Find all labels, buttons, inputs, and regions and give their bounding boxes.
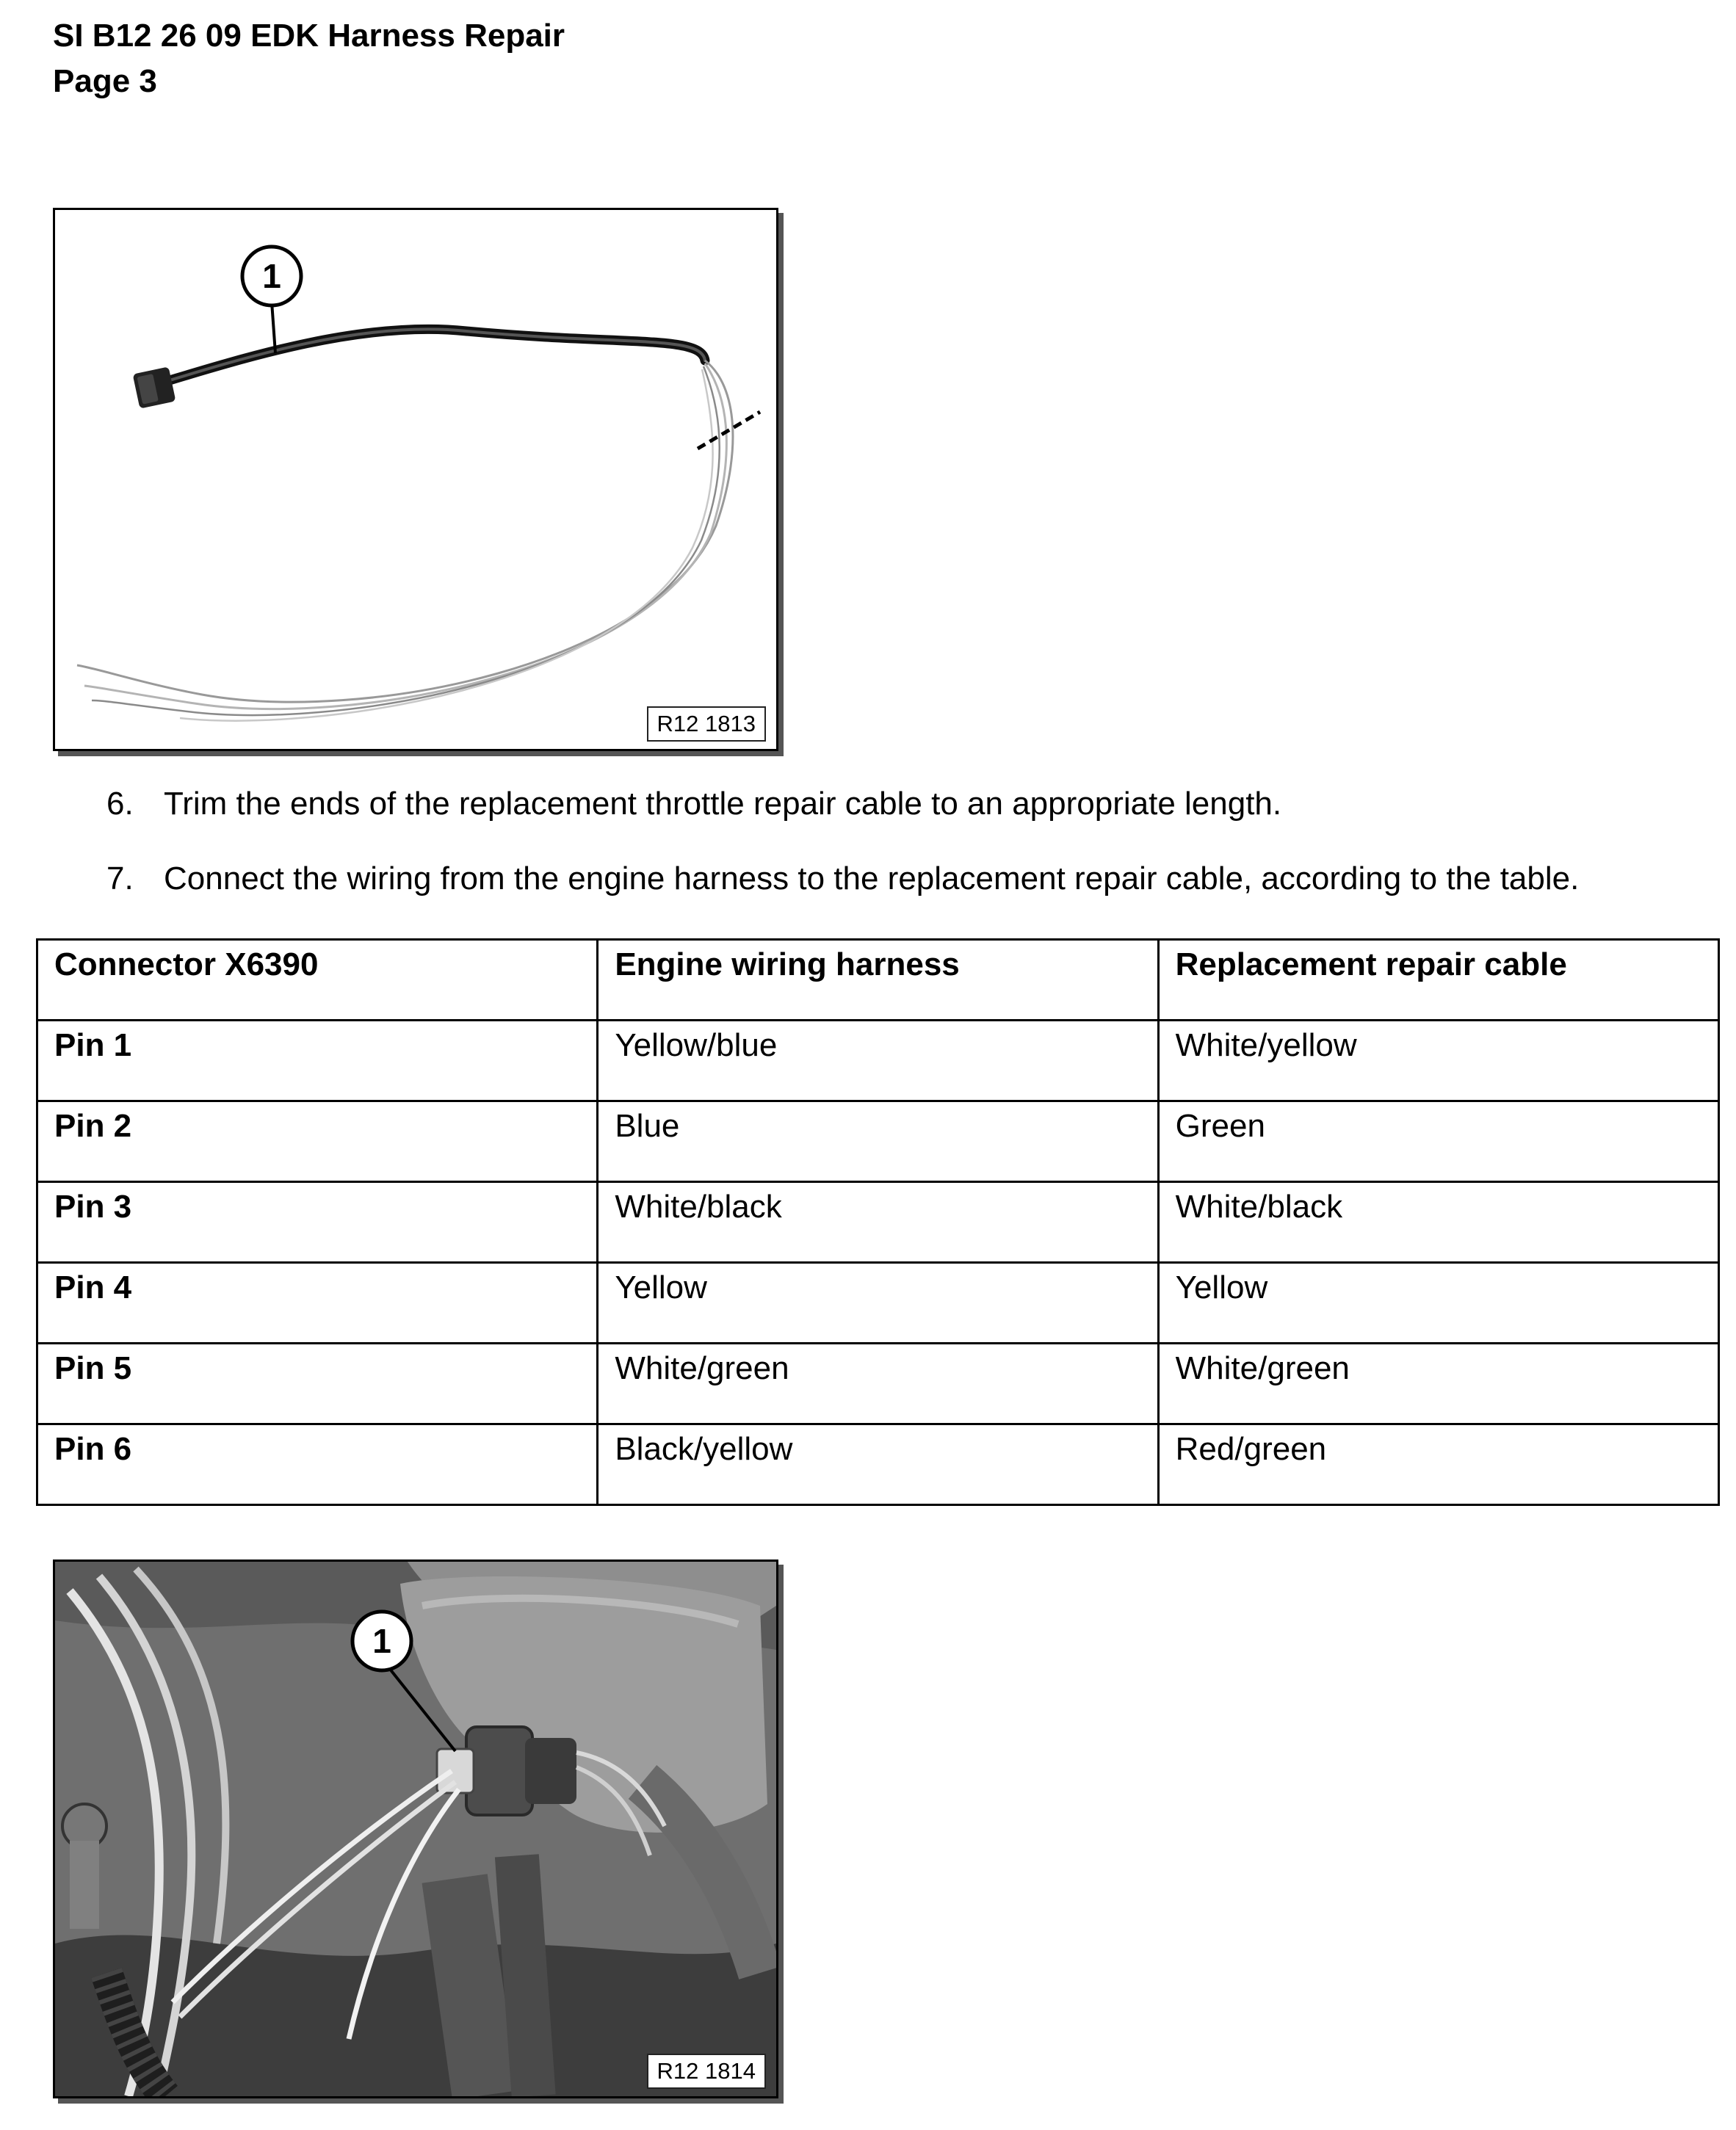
pin-cell: Pin 1 [37,1021,598,1101]
repair-cable-illustration [55,210,776,749]
column-header-repair-cable: Replacement repair cable [1158,940,1718,1021]
pin-cell: Pin 6 [37,1424,598,1505]
table-row [37,1424,1719,1505]
column-header-connector: Connector X6390 [37,940,598,1021]
repair-cable-cell: White/black [1158,1182,1718,1263]
repair-cable-cell: White/yellow [1158,1021,1718,1101]
step-6 [106,786,1579,861]
figure-code: R12 1814 [647,2054,766,2089]
step-number: 6. [106,786,134,822]
callout-1-icon [242,247,301,353]
page-number: Page 3 [53,63,157,99]
document-title: SI B12 26 09 EDK Harness Repair [53,18,565,54]
pin-cell: Pin 4 [37,1263,598,1344]
document-header [53,13,565,104]
step-text: Connect the wiring from the engine harness to the replacement repair cable, according to the table. [164,861,1580,896]
engine-harness-cell: White/green [598,1344,1158,1424]
instruction-steps [106,786,1579,935]
column-header-engine-harness: Engine wiring harness [598,940,1158,1021]
pin-cell: Pin 3 [37,1182,598,1263]
engine-harness-cell: Black/yellow [598,1424,1158,1505]
figure-code: R12 1813 [647,706,766,742]
repair-cable-cell: Yellow [1158,1263,1718,1344]
figure-connector-installed [53,1560,778,2098]
repair-cable-cell: Red/green [1158,1424,1718,1505]
step-7 [106,861,1579,935]
engine-harness-cell: Blue [598,1101,1158,1182]
repair-cable-cell: White/green [1158,1344,1718,1424]
step-text: Trim the ends of the replacement throttle repair cable to an appropriate length. [164,786,1282,822]
table-row [37,1263,1719,1344]
figure-repair-cable [53,208,778,751]
table-row [37,1021,1719,1101]
pin-assignment-table [36,938,1720,1506]
step-number: 7. [106,861,134,896]
table-row [37,1182,1719,1263]
table-row [37,1344,1719,1424]
engine-harness-cell: Yellow [598,1263,1158,1344]
engine-bay-photo [55,1562,776,2096]
engine-harness-cell: White/black [598,1182,1158,1263]
pin-cell: Pin 2 [37,1101,598,1182]
svg-text:1: 1 [262,257,281,295]
connector-icon [133,366,176,408]
table-row [37,1101,1719,1182]
table-header-row [37,940,1719,1021]
pin-cell: Pin 5 [37,1344,598,1424]
engine-harness-cell: Yellow/blue [598,1021,1158,1101]
svg-text:1: 1 [372,1622,391,1660]
repair-cable-cell: Green [1158,1101,1718,1182]
